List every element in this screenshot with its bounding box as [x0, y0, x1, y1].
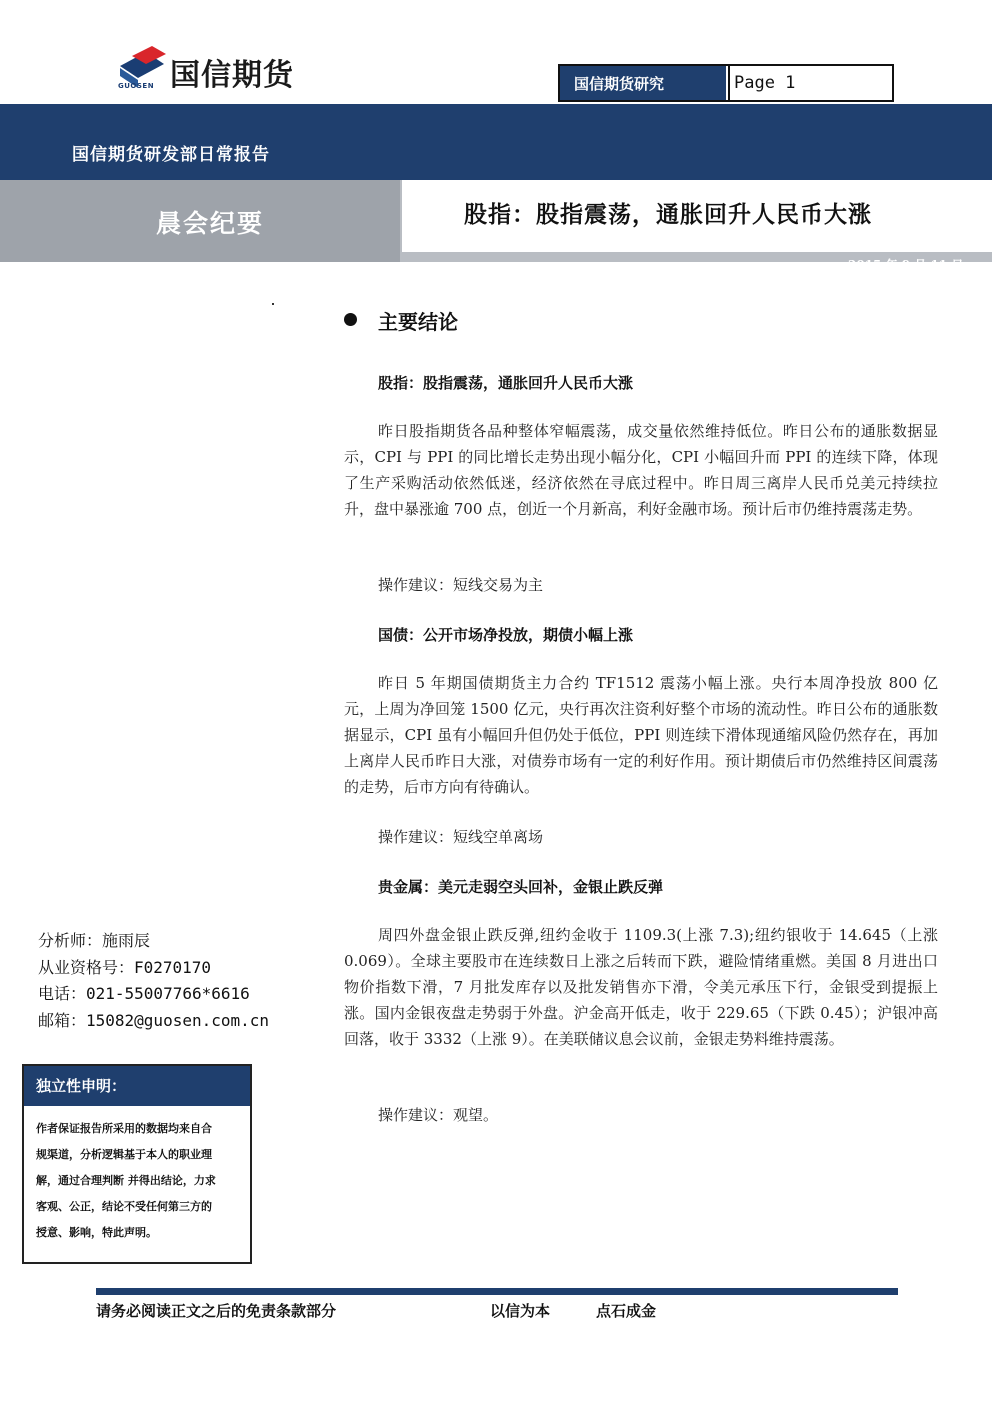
paragraph-index-futures: 昨日股指期货各品种整体窄幅震荡，成交量依然维持低位。昨日公布的通胀数据显示，CPI 与 PPI 的同比增长走势出现小幅分化，CPI 小幅回升而 PPI 的连续下降，体现了生产采购活动依然低迷，经济依然在寻底过程中。昨日周三离岸人民币兑美元持续拉升，盘中暴涨逾 700 点，创近一个月新高，利好金融市场。预计后市仍维持震荡走势。: [344, 422, 938, 518]
independence-declaration: [22, 1064, 252, 1264]
declaration-line: 客观、公正，结论不受任何第三方的: [36, 1200, 212, 1213]
section-title: 主要结论: [378, 310, 458, 334]
guosen-logo: [112, 46, 352, 92]
subhead-treasury: 国债：公开市场净投放，期债小幅上涨: [378, 626, 634, 644]
logo-text: 国信期货: [170, 58, 294, 93]
footer-slogan-2: 点石成金: [596, 1302, 657, 1320]
declaration-line: 作者保证报告所采用的数据均来自合: [36, 1122, 212, 1135]
declaration-line: 解，通过合理判断 并得出结论，力求: [36, 1174, 216, 1187]
paragraph-precious-metals: 周四外盘金银止跌反弹,纽约金收于 1109.3(上涨 7.3);纽约银收于 14.645（上涨 0.069）。全球主要股市在连续数日上涨之后转而下跌，避险情绪重燃。美国 8 月进出口物价指数下滑，7 月批发库存以及批发销售亦下滑，令美元承压下行，金银受到提振上涨。国内金银夜盘走势弱于外盘。沪金高开低走，收于 229.65（下跌 0.45）；沪银冲高回落，收于 3332（上涨 9）。在美联储议息会议前，金银走势料维持震荡。: [344, 926, 938, 1048]
research-label: 国信期货研究: [560, 66, 726, 100]
analyst-phone: 电话：021-55007766*6616: [38, 984, 250, 1003]
footer-rule: [96, 1288, 898, 1295]
analyst-name: 分析师：施雨辰: [38, 931, 151, 950]
subhead-index-futures: 股指：股指震荡，通胀回升人民币大涨: [378, 374, 634, 392]
report-type-label: 晨会纪要: [156, 209, 265, 238]
declaration-line: 规渠道，分析逻辑基于本人的职业理: [36, 1148, 212, 1161]
analyst-info: [38, 928, 269, 1034]
footer-slogan-1: 以信为本: [490, 1302, 551, 1320]
bullet-icon: [344, 313, 357, 326]
logo-subtext: GUOSEN: [118, 82, 155, 90]
paragraph-treasury: 昨日 5 年期国债期货主力合约 TF1512 震荡小幅上涨。央行本周净投放 800 亿元，上周为净回笼 1500 亿元，央行再次注资利好整个市场的流动性。昨日公布的通胀数据显示，CPI 虽有小幅回升但仍处于低位，PPI 则连续下滑体现通缩风险仍然存在，再加上离岸人民币昨日大涨，对债券市场有一定的利好作用。预计期债后市仍然维持区间震荡的走势，后市方向有待确认。: [344, 674, 938, 796]
analyst-email[interactable]: 邮箱：15082@guosen.com.cn: [38, 1010, 270, 1030]
analyst-cert: 从业资格号：F0270170: [38, 957, 212, 977]
declaration-body: [36, 1116, 242, 1246]
stray-dot: [272, 303, 274, 305]
advice-precious-metals: 操作建议：观望。: [378, 1106, 499, 1124]
footer-disclaimer-note: 请务必阅读正文之后的免责条款部分: [96, 1302, 337, 1320]
subhead-precious-metals: 贵金属：美元走弱空头回补，金银止跌反弹: [378, 878, 664, 896]
advice-treasury: 操作建议：短线空单离场: [378, 828, 544, 846]
report-headline: 股指：股指震荡，通胀回升人民币大涨: [464, 201, 872, 228]
report-series-title: 国信期货研发部日常报告: [72, 145, 270, 165]
report-date: 2015 年 9 月 11 日: [848, 258, 964, 272]
page-indicator: [558, 64, 894, 102]
advice-index-futures: 操作建议：短线交易为主: [378, 576, 544, 594]
declaration-title: 独立性申明：: [24, 1066, 250, 1106]
declaration-line: 授意、影响，特此声明。: [36, 1226, 157, 1239]
page-number: Page 1: [728, 66, 892, 100]
